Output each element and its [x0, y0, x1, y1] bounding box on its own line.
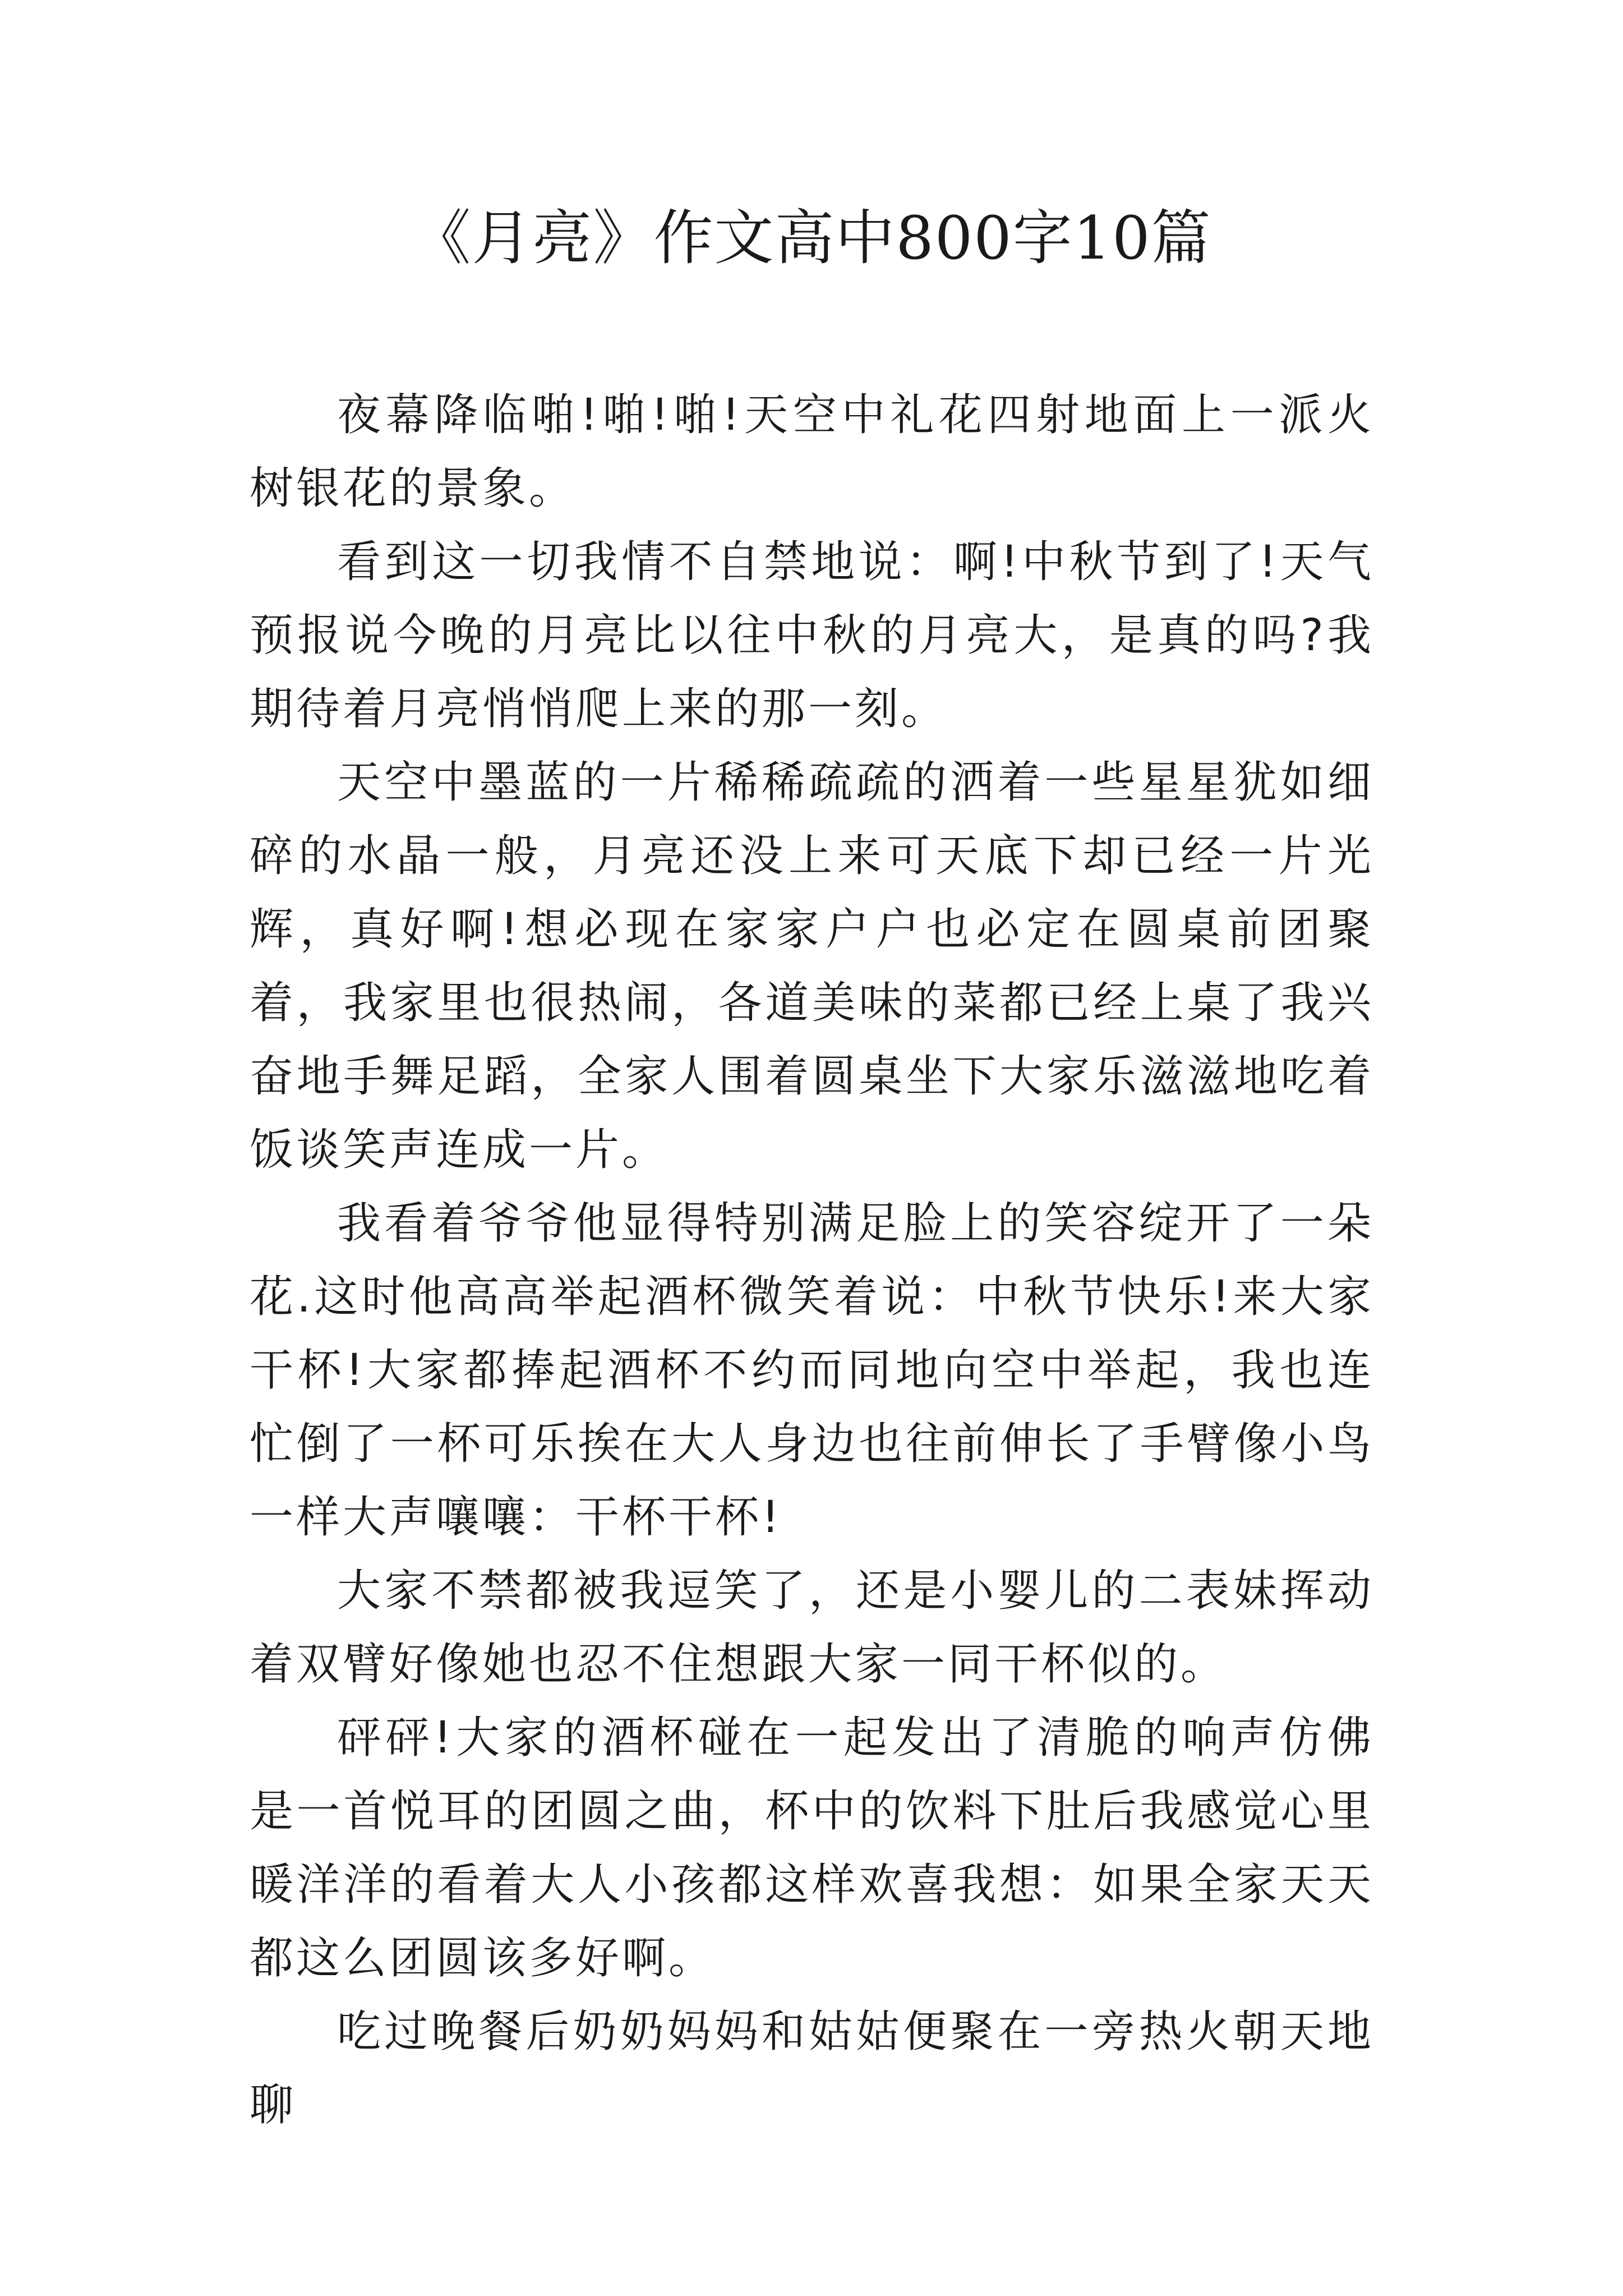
paragraph: 天空中墨蓝的一片稀稀疏疏的洒着一些星星犹如细碎的水晶一般，月亮还没上来可天底下却已经一片光辉，真好啊!想必现在家家户户也必定在圆桌前团聚着，我家里也很热闹，各道美味的菜都已经上桌了我兴奋地手舞足蹈，全家人围着圆桌坐下大家乐滋滋地吃着饭谈笑声连成一片。 [250, 757, 1374, 1175]
paragraph: 吃过晚餐后奶奶妈妈和姑姑便聚在一旁热火朝天地聊 [250, 2007, 1374, 2131]
paragraph: 夜幕降临啪!啪!啪!天空中礼花四射地面上一派火树银花的景象。 [250, 390, 1374, 514]
paragraph: 我看着爷爷他显得特别满足脸上的笑容绽开了一朵花.这时他高高举起酒杯微笑着说：中秋节快乐!来大家干杯!大家都捧起酒杯不约而同地向空中举起，我也连忙倒了一杯可乐挨在大人身边也往前伸长了手臂像小鸟一样大声嚷嚷：干杯干杯! [250, 1198, 1374, 1543]
paragraph: 大家不禁都被我逗笑了，还是小婴儿的二表妹挥动着双臂好像她也忍不住想跟大家一同干杯似的。 [250, 1566, 1374, 1690]
paragraph: 看到这一切我情不自禁地说：啊!中秋节到了!天气预报说今晚的月亮比以往中秋的月亮大，是真的吗?我期待着月亮悄悄爬上来的那一刻。 [250, 537, 1374, 734]
document-title: 《月亮》作文高中800字10篇 [411, 204, 1212, 273]
document-body [250, 379, 1374, 2142]
paragraph: 砰砰!大家的酒杯碰在一起发出了清脆的响声仿佛是一首悦耳的团圆之曲，杯中的饮料下肚后我感觉心里暖洋洋的看着大人小孩都这样欢喜我想：如果全家天天都这么团圆该多好啊。 [250, 1713, 1374, 1984]
